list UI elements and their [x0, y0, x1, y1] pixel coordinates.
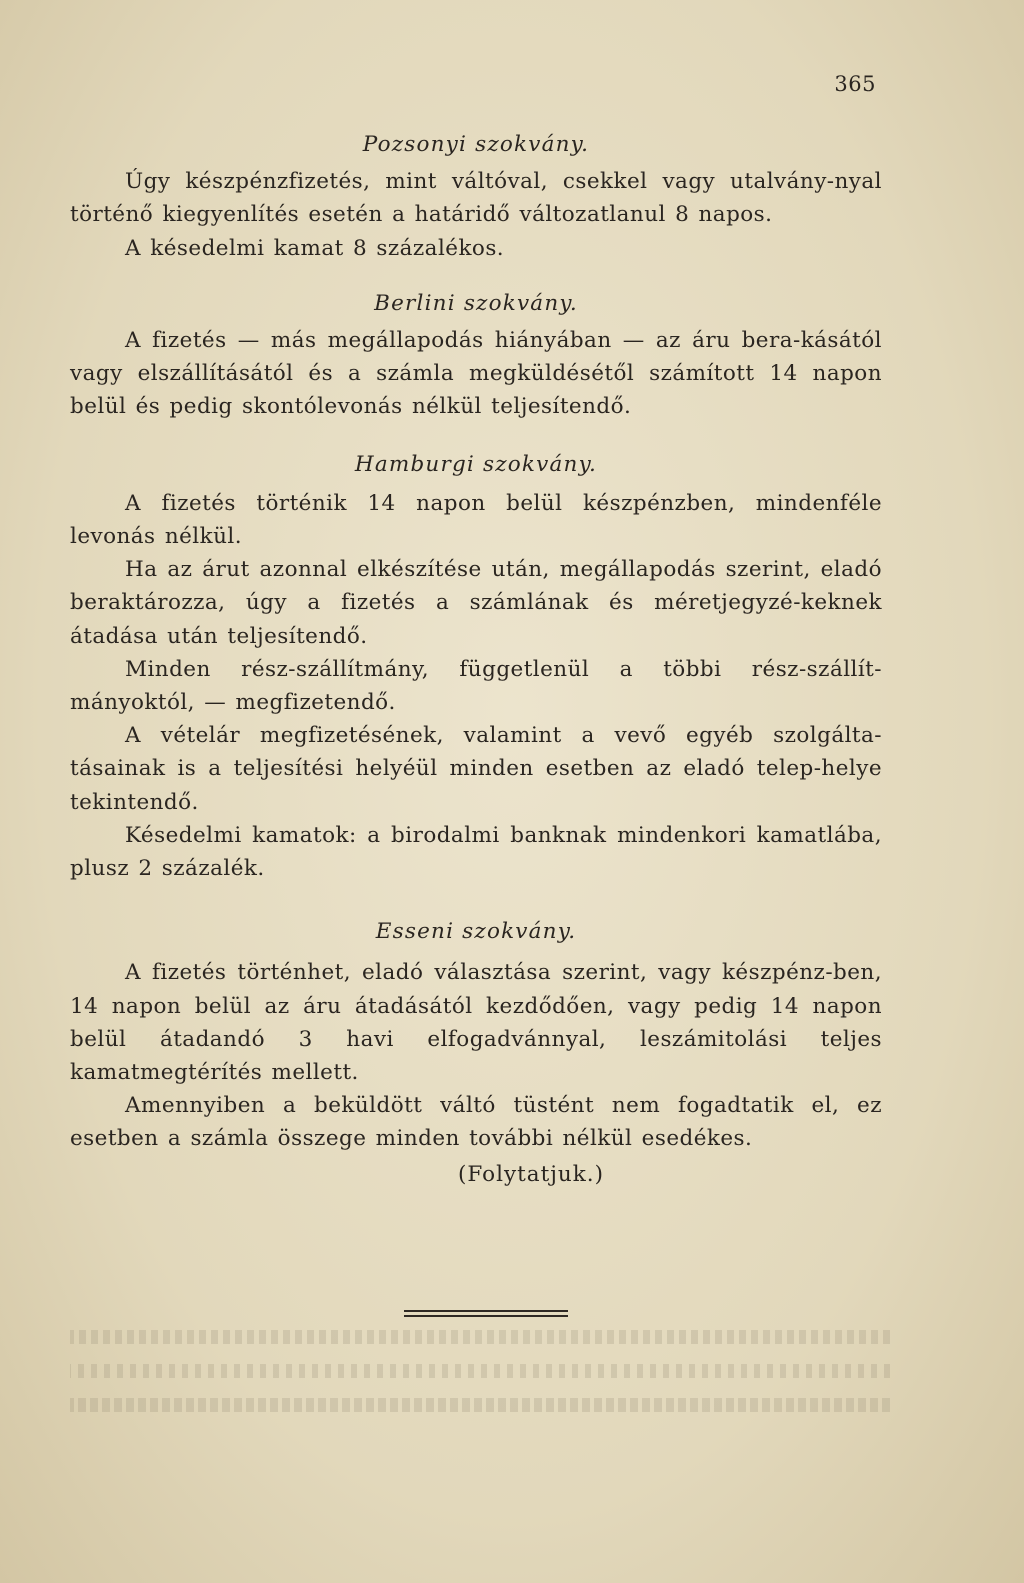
paragraph: Ha az árut azonnal elkészítése után, megállapodás szerint, eladó beraktározza, úgy a fizetés a számlának és méretjegyzé-keknek átadása után teljesítendő.	[70, 557, 882, 649]
paragraph: Minden rész-szállítmány, függetlenül a többi rész-szállít-mányoktól, — megfizetendő.	[70, 656, 882, 716]
paragraph: Úgy készpénzfizetés, mint váltóval, csekkel vagy utalvány-nyal történő kiegyenlítés esetén a határidő változatlanul 8 napos.	[70, 169, 882, 228]
paragraph: A fizetés — más megállapodás hiányában — az áru bera-kásától vagy elszállításától és a számla megküldésétől számított 14 napon belül és pedig skontólevonás nélkül teljesítendő.	[70, 328, 882, 420]
paragraph: A fizetés történhet, eladó választása szerint, vagy készpénz-ben, 14 napon belül az áru átadásától kezdődően, vagy pedig 14 napon belül átadandó 3 havi elfogadvánnyal, leszámitolási teljes kamatmegtérítés mellett.	[70, 960, 882, 1086]
section-heading-esseni: Esseni szokvány.	[375, 919, 577, 945]
section-heading-hamburgi: Hamburgi szokvány.	[354, 451, 598, 477]
continuation-note: (Folytatjuk.)	[458, 1161, 604, 1187]
paragraph: Késedelmi kamatok: a birodalmi banknak mindenkori kamatlába, plusz 2 százalék.	[70, 822, 882, 882]
paragraph: A fizetés történik 14 napon belül készpénzben, mindenféle levonás nélkül.	[70, 490, 882, 550]
rule-line-top	[404, 1310, 568, 1312]
paragraph: Amennyiben a beküldött váltó tüstént nem fogadtatik el, ez esetben a számla összege minden további nélkül esedékes.	[70, 1093, 882, 1152]
paragraph: A késedelmi kamat 8 százalékos.	[125, 235, 505, 261]
section-heading-berlini: Berlini szokvány.	[374, 290, 578, 316]
paragraph: A vételár megfizetésének, valamint a vevő egyéb szolgálta-tásainak is a teljesítési helyéül minden esetben az eladó telep-helye tekintendő.	[70, 723, 882, 815]
text-column	[70, 128, 882, 1212]
page-number: 365	[834, 72, 876, 96]
show-through-texture	[70, 1316, 890, 1412]
section-heading-pozsonyi: Pozsonyi szokvány.	[362, 132, 590, 157]
